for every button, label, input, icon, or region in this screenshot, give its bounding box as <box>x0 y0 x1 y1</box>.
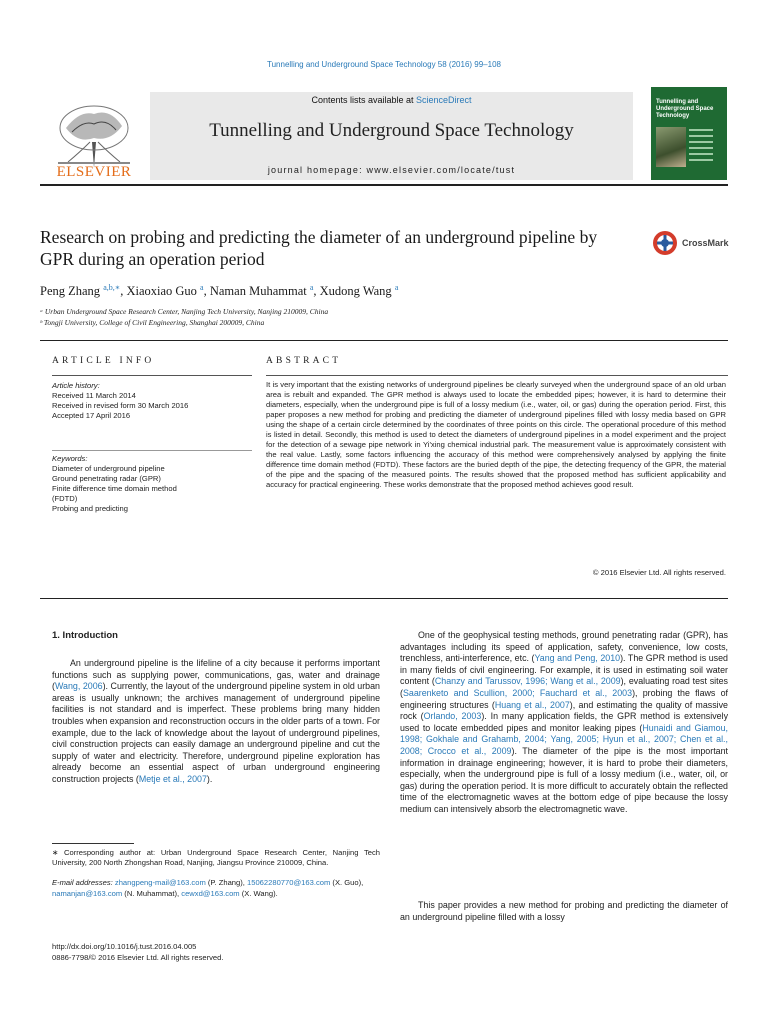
intro-paragraph-1: An underground pipeline is the lifeline of a city because it performs important functions such as supplying power, communications, gas, water and drainage (Wang, 2006). Currently, the layout of the underground pipeline system in old urban areas is usually unknown; the archives management of underground pipeline facilities is not standard and is imperfect. These problems bring many hidden troubles when expansion and reconstruction occurs in the older parts of a town. For example, due to the lack of knowledge about the layout of underground pipelines, civil construction projects can easily damage an underground pipeline and cut the supply of water and electricity. Therefore, underground pipeline exploration has already become an essential aspect of urban underground engineering construction projects (Metje et al., 2007). <box>52 658 380 784</box>
header-rule <box>40 184 728 186</box>
citation-link[interactable]: Metje et al., 2007 <box>138 773 207 784</box>
author-list: Peng Zhang $^{a,b,∗}$, Xiaoxiao Guo $^a$, Naman Muhammat $^a$, Xudong Wang $^a$ <box>40 283 399 299</box>
contents-line <box>150 95 633 105</box>
article-info-heading: ARTICLE INFO <box>52 356 155 366</box>
history-label: Article history: <box>52 381 100 390</box>
author-affil-sup[interactable]: a <box>394 283 399 292</box>
email-addresses: E-mail addresses: zhangpeng-mail@163.com (P. Zhang), 15062280770@163.com (X. Guo), namanjan@163.com (N. Muhammat), cewxd@163.com (X. Wang). <box>52 878 364 898</box>
cover-lines <box>689 129 723 165</box>
abstract-rule <box>266 375 728 376</box>
email-link[interactable]: 15062280770@163.com <box>247 878 331 887</box>
citation-link[interactable]: Hunaidi and Giamou, 1998; Gokhale and Grahamb, 2004; Yang, 2005; Hyun et al., 2007; Chen et al., 2008; Crocco et al., 2009 <box>400 722 728 756</box>
keyword-item: Ground penetrating radar (GPR) <box>52 474 161 483</box>
history-revised: Received in revised form 30 March 2016 <box>52 401 189 410</box>
keyword-item: Finite difference time domain method <box>52 484 177 493</box>
paper-title: Research on probing and predicting the diameter of an underground pipeline by GPR during an operation period <box>40 227 598 269</box>
author-name: Peng Zhang <box>40 284 101 299</box>
author-affil-sup[interactable]: a,b,∗ <box>103 283 121 292</box>
issn-copyright: 0886-7798/© 2016 Elsevier Ltd. All rights reserved. <box>52 953 224 962</box>
email-link[interactable]: zhangpeng-mail@163.com <box>114 878 206 887</box>
abstract-text: It is very important that the existing networks of underground pipelines be clearly surveyed when the underground space of an old urban area is rebuilt and expanded. The GPR method is always used to locate the embedded pipes; however, it is hard to determine their diameters, especially, when the underground pipe is full of a lossy medium (i.e., water, oil, or gas) during the operation period. First, this paper proposes a new method for probing and predicting the diameter of underground pipelines filled with lossy media based on GPR using the shape of a certain circle determined by the coordinates of three points on this circle. The operational procedure of this method is listed in detail. Secondly, this method is used to detect the diameters of underground pipelines in a model experiment and the project for the detection of a sewage pipe network in Yi'xing chemical industrial park. The measurement value is approximately consistent with the real value. Lastly, some factors influencing the accuracy of this method were comprehensively analysed by applying the finite difference time domain method (FDTD). These factors are the buried depth of the pipe, the detecting frequency of the GPR, the material of the pipe and the spacing of the measured points. The results showed that the proposed method has sufficient applicability and accuracy for practical engineering. These works demonstrate that the proposed method achieves good result. <box>266 380 726 489</box>
citation-link[interactable]: Orlando, 2003 <box>423 711 482 722</box>
author-name: Naman Muhammat <box>209 284 307 299</box>
email-link[interactable]: namanjan@163.com <box>52 888 123 898</box>
author-affil-sup[interactable]: a <box>309 283 314 292</box>
crossmark-badge[interactable] <box>652 230 732 260</box>
history-received: Received 11 March 2014 <box>52 391 136 400</box>
info-rule <box>52 375 252 376</box>
section-heading-introduction: 1. Introduction <box>52 630 118 641</box>
affiliation-a: ᵃ Urban Underground Space Research Center, Nanjing Tech University, Nanjing 210009, China <box>40 307 329 316</box>
affiliation-b: ᵇ Tongji University, College of Civil Engineering, Shanghai 200009, China <box>40 318 265 327</box>
citation-link[interactable]: Saarenketo and Scullion, 2000; Fauchard et al., 2003 <box>402 687 633 698</box>
info-divider <box>52 450 252 451</box>
email-link[interactable]: cewxd@163.com <box>181 888 240 898</box>
crossmark-icon <box>652 230 678 256</box>
history-accepted: Accepted 17 April 2016 <box>52 411 131 420</box>
abstract-copyright: © 2016 Elsevier Ltd. All rights reserved. <box>592 568 726 577</box>
title-rule <box>40 340 728 341</box>
journal-homepage[interactable]: journal homepage: www.elsevier.com/locate/tust <box>267 165 516 175</box>
citation-link[interactable]: Chanzy and Tarussov, 1996; Wang et al., 2009 <box>434 676 621 687</box>
sciencedirect-link[interactable]: ScienceDirect <box>416 95 472 105</box>
citation-link[interactable]: Huang et al., 2007 <box>494 699 570 710</box>
abstract-bottom-rule <box>40 598 728 599</box>
footnote-rule <box>52 843 134 844</box>
journal-cover-thumbnail[interactable] <box>651 87 727 180</box>
cover-image <box>656 127 686 167</box>
contents-prefix: Contents lists available at <box>311 95 417 105</box>
crossmark-label: CrossMark <box>682 238 729 248</box>
journal-title: Tunnelling and Underground Space Technology <box>209 120 574 141</box>
journal-citation-link[interactable]: Tunnelling and Underground Space Technology 58 (2016) 99–108 <box>267 60 501 69</box>
keyword-item: Diameter of underground pipeline <box>52 464 165 473</box>
keywords-label: Keywords: <box>52 454 88 463</box>
author-name: Xudong Wang <box>319 284 392 299</box>
author-name: Xiaoxiao Guo <box>126 284 197 299</box>
intro-paragraph-3: This paper provides a new method for probing and predicting the diameter of an underground pipeline filled with a lossy <box>400 900 728 922</box>
elsevier-wordmark: ELSEVIER <box>56 164 132 180</box>
citation-link[interactable]: Yang and Peng, 2010 <box>534 653 621 664</box>
citation-link[interactable]: Wang, 2006 <box>54 681 103 692</box>
article-history <box>52 381 252 421</box>
keyword-item: (FDTD) <box>52 494 78 503</box>
intro-paragraph-2: One of the geophysical testing methods, ground penetrating radar (GPR), has advantages including its speed of application, safety, convenience, low costs, trenchless, anti-interference, etc. (Yang and Peng, 2010). The GPR method is used in many fields of civil engineering. For example, it is used in estimating soil water content (Chanzy and Tarussov, 1996; Wang et al., 2009), evaluating road test sites (Saarenketo and Scullion, 2000; Fauchard et al., 2003), probing the flaws of engineering structures (Huang et al., 2007), and estimating the quality of massive rock (Orlando, 2003). In many application fields, the GPR method is extensively used to locate embedded pipes and monitor leaking pipes (Hunaidi and Giamou, 1998; Gokhale and Grahamb, 2004; Yang, 2005; Hyun et al., 2007; Chen et al., 2008; Crocco et al., 2009). The diameter of the pipe is the most important information in drainage engineering; however, it is hard to probe their diameters, especially, when the underground pipe is full of a lossy medium (i.e., water, oil, or gas) during the operation period. It is more difficult to accurately obtain the reflected time of the electromagnetic waves at the bottom edge of pipe because the lossy medium can intensively absorb the electromagnetic wave. <box>400 630 729 814</box>
keyword-item: Probing and predicting <box>52 504 128 513</box>
keywords <box>52 454 252 514</box>
corresponding-author-note: ∗ Corresponding author at: Urban Underground Space Research Center, Nanjing Tech University, 200 North Zhongshan Road, Nanjing, Jiangsu Province 210009, China. <box>52 848 380 867</box>
doi-link[interactable]: http://dx.doi.org/10.1016/j.tust.2016.04.005 <box>52 942 197 951</box>
author-affil-sup[interactable]: a <box>200 283 204 292</box>
email-label: E-mail addresses: <box>52 878 113 887</box>
abstract-heading: ABSTRACT <box>266 356 342 366</box>
cover-title: Tunnelling and Underground Space Technology <box>656 99 714 119</box>
